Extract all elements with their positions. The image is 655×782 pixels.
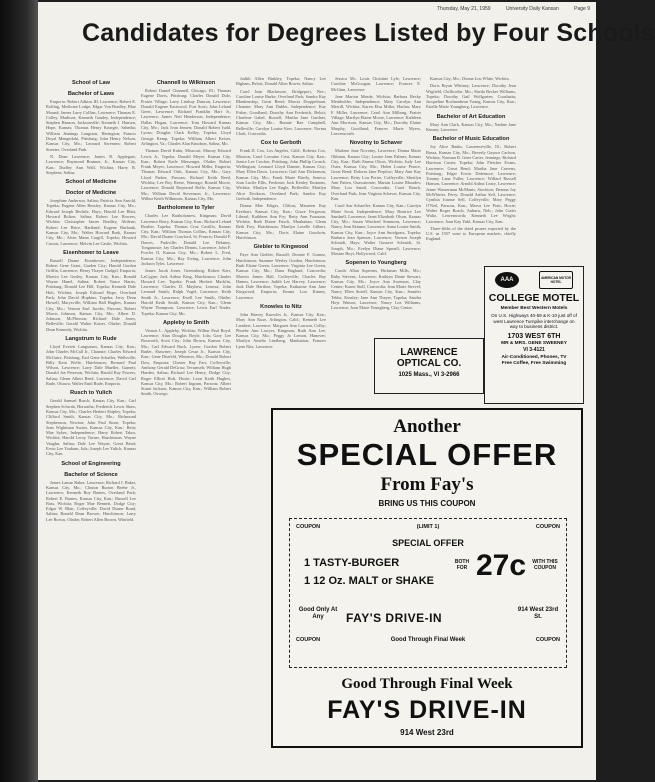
folio-line — [423, 6, 590, 12]
column-heading: Channell to Wilkinson — [156, 80, 216, 86]
optical-ad-address: 1025 Mass., VI 3-2966 — [398, 372, 460, 378]
column-paragraph: John Harvey Knowles Jr., Kansas City, Kan.; Mary Ann Kuse, Arlington, Calif.; Kenneth Lee Lambert, Lawrence; Margaret Ann Lawson, Colby; Phoebe Ann Lawyer, Kingman; Ruth Ann Lee, Kansas City, Mo.; Peggy Jo Lemon, Hanover; Marilyn Amelia Lindberg, Manhattan; Frances Lynn Nitz, Lawrence. — [236, 311, 326, 349]
column-paragraph: Faye Ann Giebler, Russell; Donnie F. Gomez, Hutchinson; Suzanne Wesley Gorden, Hutchinson; Ruth Elaine Green, Lawrence; Virginia Lee Green, Kansas City, Mo.; Dana Haglund, Concordia; Marvin James Hall, Coffeyville; Charles Ray Hamm, Lawrence; Judith Lee Harvey, Lawrence; Jack Dale Hartline, Topeka; Katharine Ann Jane Kingwood, Emporia; Emma Lou Kinney, Lawrence. — [236, 252, 326, 300]
column-heading: Doctor of Medicine — [65, 190, 117, 197]
column-paragraph: Three-fifths of the dried prunes exported by the U.S. in 1957 went to European markets, chiefly England. — [426, 225, 516, 242]
column-paragraph: Joy Alice Banks, Lawrenceville, Ill.; Robert Bussa, Kansas City, Mo.; Beverly Gaynor Carlson, Wichita; Norman D. Gene Carter, Jennings; Richard Harrison Custer, Topeka; John Fletcher Evans, Lawrence; Great Bend; Martha Jane Cravens, Pittsburg; Edgar Erwin Dittemore, Lawrence; Tommy Lane Fuller, Lawrence; Willard Russell Hanson, Lawrence; Arnold Arthur Leary, Lawrence; Jaime Wasserman McManis, Stockton; Deanna Joy McWhirter, Perry; Donald Arthur Sell, Lawrence; Cynthia Joanne Sell, Coffeyville; Mary Peggy O'Neil, Parsons, Kan.; Marva Lee Pratt, Hoxie; Walter Roger Roach, Auburn, Neb.; John Curtis Waltz, Leavenworth; Kenneth Lee Wright; Lawrence; Joan Kay Yukl, Kansas City, Kan. — [426, 144, 516, 224]
column-heading: Rusch to Yulich — [70, 390, 112, 397]
column-heading: Knowles to Nitz — [260, 303, 302, 310]
column-heading: Giebler to Kingwood — [253, 244, 309, 251]
coupon-limit: (LIMIT 1) — [416, 524, 440, 530]
column-heading: Appleby to Smith — [163, 319, 209, 326]
column-heading: Cox to Gerboth — [260, 140, 302, 147]
column-paragraph: Russell Duane Eisenhower, Independence; Robert Gene Grant, Garden City; Harold Gordon Griffin, Lawrence; Henry Thayer Gudgel, Emporia; Marvin Lee Gurley, Kansas City, Kan.; Ronald Wayne Hanel, Salina; Robert Vance Harris, Pittsburg; Donald Lee Hill, Topeka; Kenneth Dale Holt, Wichita; Joseph Edward Hope, Overland Park; John David Hopkins, Topeka; Jerry Dean Howell, Marysville; William Hall Hughes, Kansas City, Mo.; Vernon Earl Jacobs, Parsons; Robert Morris Johnson, Kansas City, Mo.; Albert D. Johnson, McPherson; Richard Dale Jones, Belleville; Gerald Walter Kaiser, Olathe; Donald Dean Kennedy, Wichita. — [46, 257, 136, 332]
text-column-4 — [331, 76, 421, 362]
coupon-good-through: Good Through Final Week — [390, 637, 466, 643]
folio-paper: University Daily Kansan — [505, 6, 559, 12]
column-heading: Eisenhower to Leave — [63, 249, 119, 256]
coupon-good-only: Good Only At Any — [298, 607, 338, 620]
coupon-side-right: COUPON — [535, 637, 560, 643]
folio-page: Page 9 — [574, 6, 590, 12]
column-heading: Sopenen to Youngberg — [345, 260, 407, 267]
column-heading: School of Law — [72, 80, 110, 86]
column-paragraph: Carole Allan Sopenen, Hickman Mills, Mo.; Ruby Stevens, Lawrence; Kathryn Diane Stewart, Kansas City, Mo.; Joyce Ann Swenson, Clay Center; Karen Stoll, Concordia; Jean Marie Strevel; Nancy Ellen Strieff, Kansas City, Kan.; Jennifer Tebbe, Kinsley; Jane Ann Thayer, Topeka; Sandra Hoyt Watson, Lawrence; Nancy Lea Williams, Lawrence; Joan Marie Youngberg, Clay Center. — [331, 268, 421, 311]
coupon-side-left: COUPON — [296, 637, 321, 643]
column-paragraph: Lloyd Everett Langstrum, Kansas City, Kan.; John Charles McCall Jr., Chanute; Charles Edward McGuire, Pittsburg; Earl Gene Schaffer, Wellsville; Billy Kent Wolfe, Hutchinson; Bernard Paul Wilson, Lawrence; Larry Dale Mueller, Garnett; Donald Joe Peterson, Wichita; Harold Ray Powers, Salina; Glenn Albert Reed, Lawrence; David Carl Rude, Ottawa; Walter Emil Rude, Emporia. — [46, 343, 136, 387]
fays-special-offer: SPECIAL OFFER — [296, 437, 558, 472]
column-heading: Bachelor of Science — [64, 471, 118, 478]
page-headline: Candidates for Degrees Listed by Four Schools — [82, 19, 655, 47]
coupon-item-burger: 1 TASTY-BURGER — [304, 557, 400, 569]
coupon-address: 914 West 23rd St. — [517, 607, 559, 620]
fays-from: From Fay's — [380, 474, 474, 495]
column-heading: Novotny to Schaver — [349, 140, 403, 147]
column-paragraph: Vernon L. Appleby, Wichita; Wilbur Paul Boyd, Lawrence; Alan Douglas Boyle, Iola; Gary Lee Bosworth, Scott City; John Brown, Kansas City, Mo.; Carl Edward Buck, Lyons; Gordon Robert Butler, Shawnee; Joseph Cesar Jr., Kansas City, Kan.; Gene Ditzfeld, Wheaton, Mo.; Donald Robert Dow, Emporia; Chester Ray Farr, Coffeyville; Anthony Gerald DeGraw, Tecumseh; William Hugh Harden, Salina; Richard Lee Henry, Dodge City; Roger Elliott Holt, Hoxie; Leon Keith Hughes, Kansas City, Mo.; Robert Ingram, Parsons; Albert Stuart Jackson, Kansas City, Kan.; William Robert Smith, Oswego. — [141, 327, 231, 397]
motel-address: 1703 WEST 6TH — [507, 332, 561, 340]
coupon-label-left: COUPON — [296, 524, 321, 530]
column-paragraph: Robert Daniel Channell, Chicago, Ill.; Thomas Eugene Davis, Pittsburg; Charles Donald Dole, Prairie Village; Larry Lindsay Duncan, Lawrence; Donald Eugene Eastwood, Fort Scott; John Leland Greer, Lawrence; Richard Franklin Hart Jr., Lawrence; James Neil Henderson, Independence; Dallas Hogan, Lawrence; Tom Howard Kansas City, Mo.; Jack Ivan Jensen; Donald Robert Judd, Lyons; Douglas Clark Kelley, Topeka; Lloyd George Kemp, Topeka; William Albert Keiser, Arlington, Va.; Charles Alan Knudson, Salina, Mo. — [141, 88, 231, 146]
column-paragraph: Thomas David Kuhn, Missouri; Murray Edward Lewis Jr., Topeka; Donald Meyer, Kansas City, Kan.; Robert Karle Messenger, Olathe; Robert Frank Meyer, Lawrence; Howard Miller, Emporia; Thomas Edward Orth, Kansas City, Mo.; Gary Lloyd Parker, Parsons; Richard Keith Reed, Wichita; Lee Roy Reese, Wamego; Ronald Moore, Lawrence; Donald Raymond Rolfe, Kansas City, Mo.; William David Stevenson, Jr., Lawrence; Wilbur Keith Wilkinson, Kansas City, Mo. — [141, 148, 231, 201]
american-motor-hotel-logo: AMERICAN MOTOR HOTEL — [539, 271, 573, 289]
fays-another: Another — [393, 416, 461, 437]
coupon-brand: FAY'S DRIVE-IN — [346, 611, 443, 625]
coupon-with-coupon: WITH THIS COUPON — [532, 559, 558, 571]
fays-drive-in-ad — [271, 408, 583, 748]
fays-address: 914 West 23rd — [400, 728, 454, 737]
text-column-2 — [141, 76, 231, 776]
column-paragraph: Marlene Jane Novotny, Lawrence; Donna Marie Ohlman, Kansas City; Louise Jean Palmer, Kansas City, Kan.; Ruth Emma Olson, Wichita; Judy Lee Oster, Kansas City, Mo.; Helen Louise Pearce, Great Bend; Dolores Jane Pieplow; Mary Ann Kay Lawrence; Betty Lou Porter, Coffeyville; Sherilyn Ann Patten, Osawatomie; Marian Louise Rhoades; Mary Lou Sandt, Concordia; Carol Ranch, Overland Park; Jean Virginia Schaver, Kansas City, Kan. — [331, 148, 421, 201]
coupon-price: 27c — [476, 549, 527, 582]
optical-ad-company: OPTICAL CO. — [396, 358, 462, 369]
column-paragraph: N. Dean Lawrence; James R. Applegate, Lawrence; Raymond Brunner, Jr., Kansas City, Kan.; Dudley Ann Wall, Wichita; Harry R. Stephens, Salina. — [46, 153, 136, 175]
aaa-logo: AAA — [495, 272, 519, 288]
college-motel-ad — [484, 266, 584, 404]
fays-good-through: Good Through Final Week — [341, 676, 513, 692]
column-paragraph: Kansas City, Mo.; Donna Lou White, Wichita. — [430, 76, 510, 81]
column-paragraph: James Jacob Jones, Greensburg; Robert Kerr, LaCygne; Jack Arthur King, Hutchinson; Charles Howard Lee, Topeka; Frank Herbert Macklin, Lawrence; Charles D. Mayhew, Lenexa; John Leonard Smith; Ralph Vogel, Lawrence; Keith Smith Jr., Lawrence; Ewell Lee Smith, Olathe; Harold Keith Smith, Kansas City, Kan.; Glenn Wayne Thompson, Lawrence; Lewis Earl Tinder, Topeka; Kansas City, Mo. — [141, 268, 231, 316]
column-paragraph: Mary Ann Clark, Kansas City, Mo.; Nadine Jane Kinney, Lawrence. — [426, 121, 516, 133]
motel-member: Member Best Western Motels — [500, 306, 568, 311]
motel-owners: MR & MRS. GENE SWEENEY — [501, 340, 567, 346]
text-column-1 — [46, 76, 136, 776]
column-paragraph: Frank D. Cox, Los Angeles, Calif.; Roberta Cox, Mission; Carol Lorraine Crist, Kansas City, Kan.; Janice Lee Crocker, Pittsburg; John Phillip Crouch, Wellington; Leonard Lloyd Danner, Kansas City; Mary Ellen Davis, Lawrence; Gail Ann Dickenson, Kansas City, Mo.; Frank Marie Eberly, Seneca; Joan Lucile Ellis, Fredonia; Jack Kenley Emmons, Wichita; Marilyn Lee Engle, Belleville; Marilyn Alice Erickson, Overland Park; Sandra Kay Gerboth, Independence. — [236, 148, 326, 201]
column-paragraph: Josephine Anderson, Salina; Patricia Ann Arnold, Topeka; Eugene Allen Beasley, Kansas City, Mo.; Edward Joseph Bechtle, Hays; Harold Lee Blatt, Howard Bolton, Salina; Robert Lee Bowers, Wichita; Christopher James Bradley, Abilene; Robert Lee Brice, Hartland; Eugene Burbank, Kansas City, Mo.; Walter Howard Burk, Kansas City, Mo.; Alvin Mann Cargill, Topeka; Howard Carson, Lawrence; Melvin Lee Castle, Wichita. — [46, 198, 136, 246]
column-heading: Langstrum to Rude — [65, 335, 117, 342]
coupon-both-for: BOTH FOR — [454, 559, 470, 571]
column-paragraph: Jessica Mc. Louis Christine Lyle, Lawrence; Caroline McGoogan, Lawrence; Frances E. McGinn, Lawrence. — [331, 76, 421, 92]
column-heading: School of Medicine — [65, 179, 117, 186]
newspaper-page — [38, 2, 655, 780]
column-heading: School of Engineering — [61, 460, 121, 467]
column-heading: Bartholomew to Tyler — [157, 205, 215, 212]
fays-brand: FAY'S DRIVE-IN — [327, 696, 527, 724]
column-heading: Bachelor of Laws — [67, 91, 115, 97]
column-heading: Bachelor of Art Education — [436, 113, 506, 120]
binding-gutter — [0, 0, 38, 782]
column-paragraph: Donna Mae Ediger, Clifton; Maureen Kay Everhart, Kansas City, Kan.; Grace Ferguson, Liberal; Kathleen Ann Fry; Betty Ann Fountain, Wichita; Ruth Elaine Frisch, Manhattan; Glenn Beth Frey, Hutchinson; Marilyn Lavelle Gilbert, Kansas City, Mo.; Doris Elaine Goodwin, Hutchinson. — [236, 203, 326, 241]
coupon-item-malt: 1 12 Oz. MALT or SHAKE — [304, 575, 434, 587]
column-paragraph: Jane Marion Meade, Wichita; Barbara Becky Meinbolder, Independence; Mary Carolyn Ann Merrill, Wichita; Karen Elsa Miller, Harlan; Mary F. Miller, Lawrence; Carol Ann Milburg, Prairie Village; Marilyn Elaine Moore, Lawrence; Kathleen Ann Morrison, Kansas City, Mo.; Dorothy Elaine Murphy, Goodland; Frances Marie Myers, Leavenworth. — [331, 93, 421, 136]
lawrence-optical-ad — [374, 338, 484, 394]
motel-name: COLLEGE MOTEL — [488, 292, 580, 304]
column-heading: Bachelor of Music Education — [432, 136, 510, 143]
fays-bring-coupon: BRING US THIS COUPON — [378, 499, 476, 508]
column-paragraph: James Lamar Baker, Lawrence; Richard J. Baker, Kansas City, Mo.; Clinton Burton Beebe Jr., Lawrence; Kenneth Roy Barnes, Overland Park; Robert E. Barnes, Kansas City, Kan.; Russell Lee Bass, Wichita; Roger Mae Bennett, Dodge City; Edgar W. Blair, Coffeyville; David Duane Bond, Salina; Ronald Dean Brower, Hutchinson; Larry Lee Brown, Olathe; Robert Allen Brown, Winfield. — [46, 479, 136, 522]
column-paragraph: Carol Sue Schaeffer, Kansas City, Kan.; Carolyn Marie Scott, Independence; Mary Beatrice Lee Sandaell, Lawrence; Janet Elizabeth Olson, Kansas City, Mo.; Susan Winifred Simmons, Lawrence; Nancy Jean Skinner, Lawrence; Anna Louise Smith, Kansas City, Kan.; Joyce Ann Snodgrass, Topeka; Barbara Jean Spencer, Lawrence; Vernon Joseph Schmidt, Hays; Walter Gustave Schmidt, St. Joseph, Mo.; Evelyn Diane Spruell, Lawrence; Maxine Hoyt, Hollywood, Calif. — [331, 203, 421, 256]
fays-coupon[interactable] — [289, 518, 567, 668]
coupon-special-offer: SPECIAL OFFER — [392, 538, 464, 548]
column-paragraph: Carol Jean Blackmore, Bridgeport, Nev.; Caroline Louise Burke, Overland Park; Sandra Kay Blankenship, Great Bend; Marcia Droppelman, Chanute; Mary Ann Dubler, Independence; Kay Fisher, Goodland; Dorothy Ann Frederick, Beloit; Charlene Gabel, Russell; Martha Jane Gardner, Kansas City, Mo.; Bonnie Rae Campbell, Belleville; Carolyn Louise Kerr, Lawrence; Norma Clark, Concordia. — [236, 88, 326, 136]
motel-free: Free Coffee, Free Swimming — [501, 360, 567, 366]
motel-phone: VI 3-4121 — [523, 346, 545, 353]
coupon-label-right: COUPON — [535, 524, 560, 530]
text-column-5 — [426, 76, 516, 256]
text-column-3 — [236, 76, 326, 362]
folio-date: Thursday, May 21, 1959 — [436, 6, 491, 12]
column-paragraph: Emporia: Robert Adkins III, Lawrence; Robert E. Rolfing, Medicine Lodge; Edgar Von Bradley, Blue Mound; James Larry Collins, Lawrence; Thomas E. Colley, Madison; Kenneth Gaudey, Independence; Stephen Hanson, Jacksonville; Kenneth J. Hansen, Hope, Kansas; Thomas Henry Krueger, Sabetha; William Jennings Langston, Herington; Francis Doyal Mengedoht, Pittsburg; John Henry Nelson, Kansas City, Mo.; Leonard Sorensen; Robert Streeter, Overland Park. — [46, 99, 136, 152]
motel-directions: On U.S. Highways 40-59 & K-10 just off of west Lawrence Turnpike interchange on way to business district. — [491, 313, 577, 330]
optical-ad-name: LAWRENCE — [400, 347, 458, 358]
column-paragraph: Doris Bryan Whitney, Lawrence; Dorothy Jean Wigfield, Chillicothe, Mo.; Sheila Becker Williams, Topeka; Dorothy Gail Wollgarten, Coushatta; Jacqueline Rochambeau Young, Kansas City, Kan.; Estelle Marie Youngberg, Lawrence. — [426, 83, 516, 110]
motel-amenities: Air-Conditioned, Phones, TV — [501, 354, 567, 360]
column-paragraph: Judith Allen Binkley, Topeka; Nancy Lee Bigham, Beloit; Donald Allen Bower, Salina. — [236, 76, 326, 87]
column-paragraph: Gerald Samuel Rusch, Kansas City, Kan.; Carl Stephen Schwab, Hiawatha; Frederick Lewis Shaw, Kansas City, Mo.; Charles Herbert Shipley, Topeka; Clifford Smith, Kansas City, Mo.; Richmond Stephenson, Newton; John Paul Stone, Topeka; Jean Wightman Swain, Kansas City, Kan.; Betty Mae Sykes, Independence; Harry Robert Tabor, Wichita; Harold Leroy Turner, Hutchinson; Wayne Vaughn, Salina; Dale Lee Wayne, Great Bend; Ervin Lee Yoakum, Iola; Joseph Lee Yulich, Kansas City, Kan. — [46, 398, 136, 457]
column-paragraph: Charles Lee Bartholomew, Kingman; David Lawrence Berry, Kansas City, Kan.; Richard Leland Boulter, Topeka; Thomas Cruz Castillo, Kansas City, Kan.; William Thomas Collins, Kansas City, Mo.; David Duane Crawford, St. Francis; Donald F. Dawes, Parkville; Donald Lee Delaney, Tonganoxie; Jay Charles Dennis, Lawrence; John F. Fowler II, Kansas City, Mo.; Robert L. Fred, Kansas City, Mo.; Ray Ewing, Lawrence; John Jackson Tyler, Lawrence. — [141, 213, 231, 266]
